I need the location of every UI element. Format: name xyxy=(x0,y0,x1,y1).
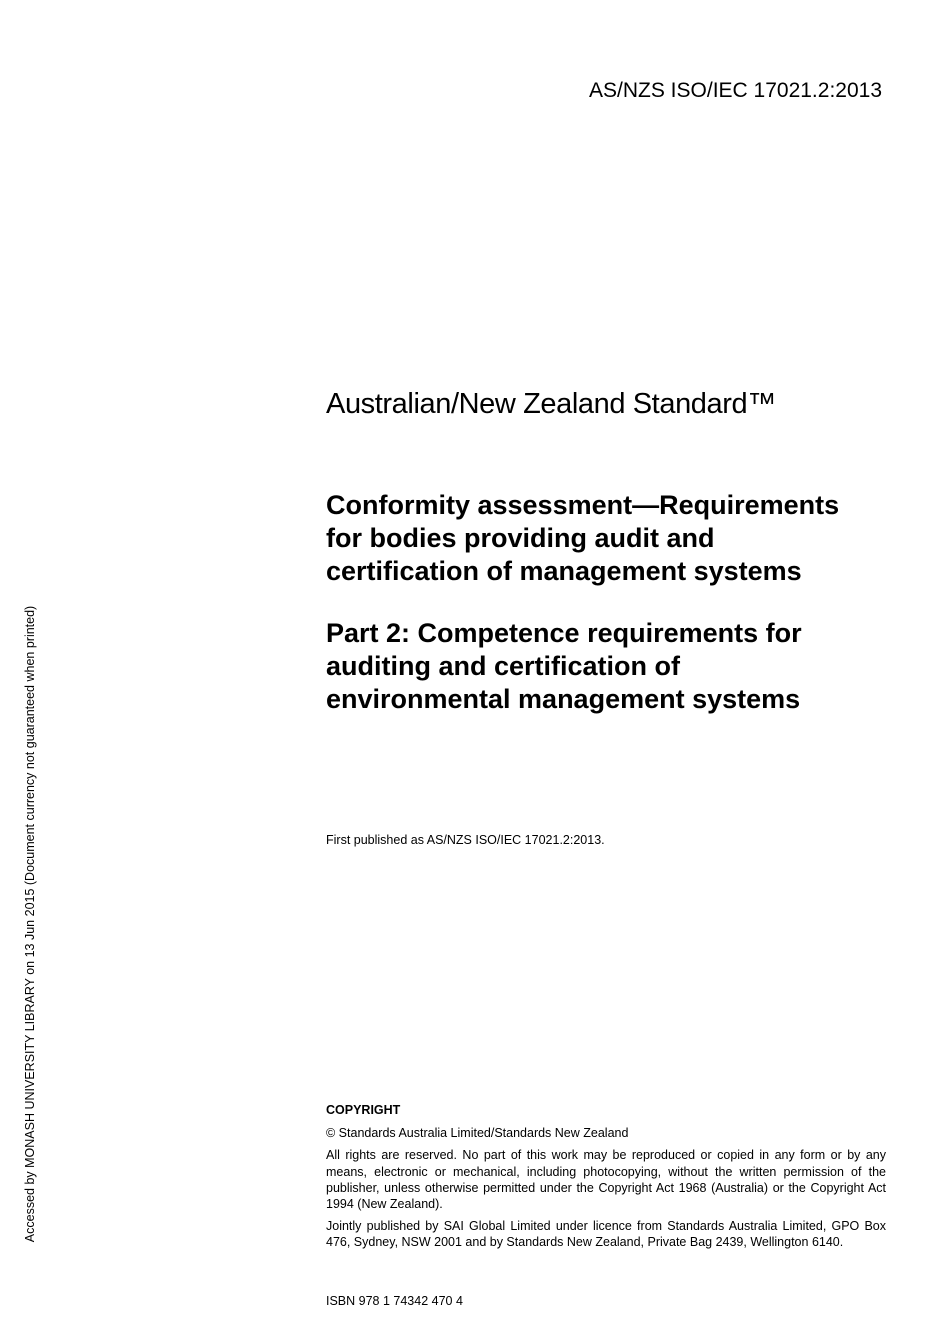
part-line: Part 2: Competence requirements for xyxy=(326,618,802,648)
copyright-rights-text: All rights are reserved. No part of this work may be reproduced or copied in any form or by any means, electronic or mechanical, including photocopying, without the written permission of the publisher, unless otherwise permitted under the Copyright Act 1968 (Australia) or the Copyright Act 1994 (New Zealand). xyxy=(326,1148,886,1212)
copyright-section xyxy=(326,1102,886,1251)
title-line: Conformity assessment—Requirements xyxy=(326,490,840,520)
first-published-note: First published as AS/NZS ISO/IEC 17021.2:2013. xyxy=(326,833,605,847)
part-title xyxy=(326,617,886,716)
title-line: certification of management systems xyxy=(326,556,802,586)
copyright-publisher-text: Jointly published by SAI Global Limited under licence from Standards Australia Limited, GPO Box 476, Sydney, NSW 2001 and by Standards New Zealand, Private Bag 2439, Wellington 6140. xyxy=(326,1219,886,1250)
copyright-owner: © Standards Australia Limited/Standards New Zealand xyxy=(326,1126,629,1141)
title-line: for bodies providing audit and xyxy=(326,523,715,553)
document-title xyxy=(326,489,886,588)
copyright-heading: COPYRIGHT xyxy=(326,1103,401,1117)
document-number: AS/NZS ISO/IEC 17021.2:2013 xyxy=(589,79,882,102)
access-side-note: Accessed by MONASH UNIVERSITY LIBRARY on 13 Jun 2015 (Document currency not guaranteed when printed) xyxy=(23,605,37,1243)
isbn: ISBN 978 1 74342 470 4 xyxy=(326,1294,463,1308)
standard-type-heading: Australian/New Zealand Standard™ xyxy=(326,388,776,420)
part-line: environmental management systems xyxy=(326,684,801,714)
part-line: auditing and certification of xyxy=(326,651,681,681)
